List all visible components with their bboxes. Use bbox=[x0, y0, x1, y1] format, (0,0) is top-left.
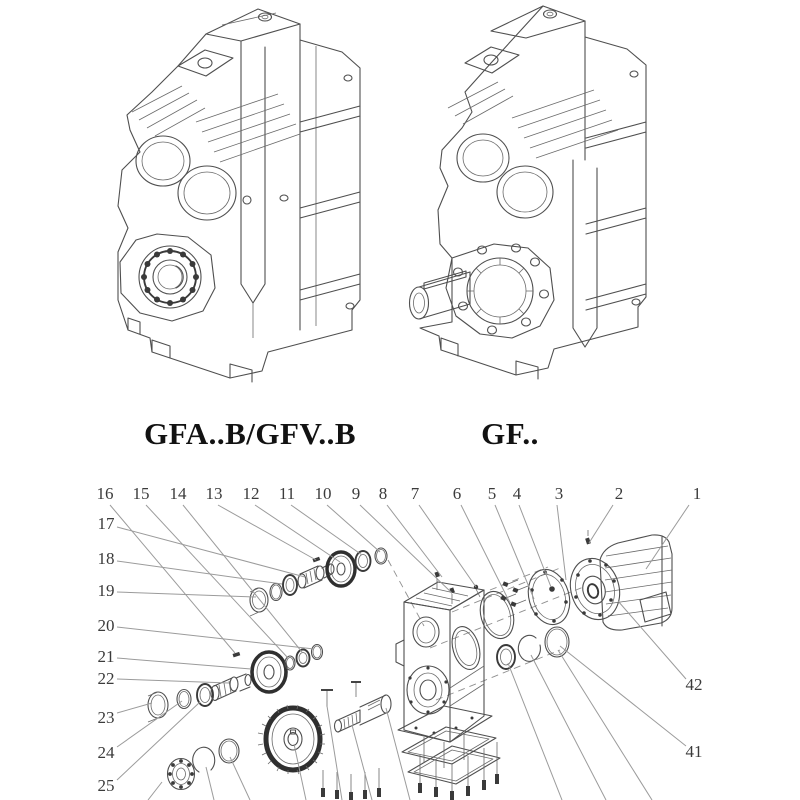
leader-line-2 bbox=[589, 505, 613, 543]
flange-bolts bbox=[500, 580, 528, 607]
bottom-cover-part bbox=[402, 727, 500, 800]
callout-number-9: 9 bbox=[351, 484, 361, 503]
exploded-view bbox=[97, 484, 703, 800]
lower-bolts bbox=[321, 768, 381, 800]
cover-bolts bbox=[418, 742, 499, 800]
cutoff-leader-line-1 bbox=[148, 782, 162, 800]
callout-number-23: 23 bbox=[97, 708, 115, 727]
callout-number-4: 4 bbox=[512, 484, 522, 503]
callout-number-13: 13 bbox=[205, 484, 223, 503]
callout-number-5: 5 bbox=[487, 484, 497, 503]
callout-number-17: 17 bbox=[97, 514, 115, 533]
callout-number-16: 16 bbox=[96, 484, 114, 503]
leader-line-6 bbox=[461, 505, 510, 603]
retainer-rings bbox=[497, 627, 569, 669]
callout-number-18: 18 bbox=[97, 549, 115, 568]
leader-line-1 bbox=[646, 505, 689, 569]
cutoff-leader-line-2 bbox=[206, 767, 214, 800]
callout-number-6: 6 bbox=[452, 484, 462, 503]
leader-line-24 bbox=[117, 701, 182, 747]
callout-number-42: 42 bbox=[685, 675, 703, 694]
motor-part bbox=[563, 530, 672, 630]
callout-number-2: 2 bbox=[614, 484, 624, 503]
callout-number-19: 19 bbox=[97, 581, 115, 600]
left-gearbox-figure bbox=[118, 9, 360, 382]
callout-number-14: 14 bbox=[169, 484, 187, 503]
callout-number-21: 21 bbox=[97, 647, 115, 666]
housing-part bbox=[396, 571, 492, 742]
callout-number-15: 15 bbox=[132, 484, 150, 503]
nut-part bbox=[549, 586, 555, 592]
callout-number-8: 8 bbox=[378, 484, 388, 503]
callout-number-20: 20 bbox=[97, 616, 115, 635]
right-gearbox-figure bbox=[410, 6, 647, 379]
callout-number-1: 1 bbox=[692, 484, 702, 503]
roller-slots bbox=[141, 248, 199, 306]
leader-line-9 bbox=[360, 505, 452, 593]
leader-line-16 bbox=[110, 505, 235, 653]
callout-number-3: 3 bbox=[554, 484, 564, 503]
leader-line-23 bbox=[117, 703, 152, 713]
cutoff-leader-line-6 bbox=[352, 725, 372, 800]
cutoff-leader-line-9 bbox=[531, 655, 606, 800]
leader-line-10 bbox=[327, 505, 380, 552]
circlip-part bbox=[518, 635, 540, 661]
leader-line-22 bbox=[117, 679, 229, 683]
leader-line-42 bbox=[618, 601, 686, 679]
callout-number-24: 24 bbox=[97, 743, 115, 762]
callout-number-11: 11 bbox=[278, 484, 296, 503]
caption-gfab: GFA..B/GFV..B bbox=[143, 416, 357, 451]
leader-line-12 bbox=[255, 505, 340, 562]
leader-line-8 bbox=[387, 505, 442, 577]
cutoff-leader-line-8 bbox=[508, 663, 562, 800]
leader-line-41 bbox=[560, 646, 686, 746]
callout-number-10: 10 bbox=[314, 484, 332, 503]
leader-line-11 bbox=[291, 505, 362, 555]
caption-gf: GF.. bbox=[481, 416, 539, 451]
callout-number-41: 41 bbox=[685, 742, 703, 761]
cutoff-leader-line-7 bbox=[386, 708, 410, 800]
leader-line-25 bbox=[117, 702, 200, 780]
callout-number-12: 12 bbox=[242, 484, 260, 503]
cutoff-leader-line-3 bbox=[230, 757, 250, 800]
callout-number-22: 22 bbox=[97, 669, 115, 688]
leader-line-21 bbox=[117, 658, 251, 669]
leader-line-17 bbox=[117, 527, 305, 577]
callout-number-25: 25 bbox=[97, 776, 115, 795]
callout-number-7: 7 bbox=[410, 484, 420, 503]
cutoff-leader-line-10 bbox=[558, 650, 652, 800]
output-circlip-part bbox=[193, 747, 215, 772]
